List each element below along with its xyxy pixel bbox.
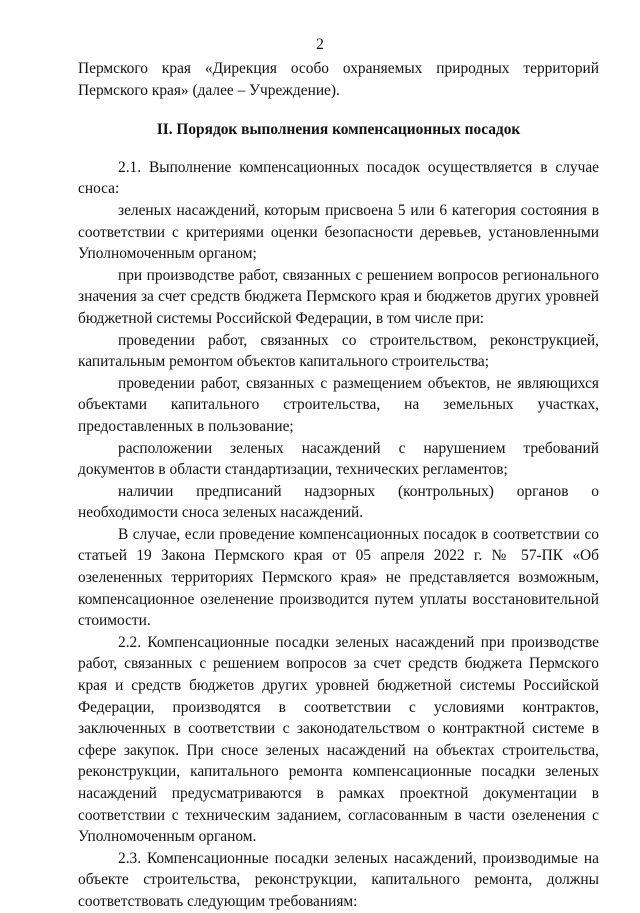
paragraph-restoration-cost: В случае, если проведение компенсационных посадок в соответствии со статьей 19 Закона Пермского края от 05 апреля 2022 г. № 57-ПК «Об озелененных территориях Пермского края» не представляется возможным, компенсационное озеленение производится путем уплаты восстановительной стоимости. [78, 525, 599, 630]
paragraph-2-1: 2.1. Выполнение компенсационных посадок осуществляется в случае сноса: [78, 158, 599, 198]
list-item: наличии предписаний надзорных (контрольных) органов о необходимости сноса зеленых насаждений. [78, 482, 599, 522]
list-item: при производстве работ, связанных с решением вопросов регионального значения за счет средств бюджета Пермского края и бюджетов других уровней бюджетной системы Российской Федерации, в том числе при: [78, 266, 599, 327]
section-heading: II. Порядок выполнения компенсационных посадок [156, 121, 521, 139]
page-number: 2 [316, 36, 324, 53]
intro-paragraph: Пермского края «Дирекция особо охраняемых природных территорий Пермского края» (далее – Учреждение). [78, 60, 599, 99]
document-body [78, 58, 599, 913]
paragraph-2-3: 2.3. Компенсационные посадки зеленых насаждений, производимые на объекте строительства, реконструкции, капитального ремонта, должны соответствовать следующим требованиям: [78, 849, 599, 910]
paragraph-2-2: 2.2. Компенсационные посадки зеленых насаждений при производстве работ, связанных с решением вопросов за счет средств бюджета Пермского края и средств бюджетов других уровней бюджетной системы Российской Федерации, производятся в соответствии с условиями контрактов, заключенных в соответствии с законодательством о контрактной системе в сфере закупок. При сносе зеленых насаждений на объектах строительства, реконструкции, капитального ремонта компенсационные посадки зеленых насаждений предусматриваются в рамках проектной документации в соответствии с техническим заданием, согласованным в части озеленения с Уполномоченным органом. [78, 633, 599, 846]
list-item: расположении зеленых насаждений с нарушением требований документов в области стандартизации, технических регламентов; [78, 439, 599, 479]
list-item: проведении работ, связанных со строительством, реконструкцией, капитальным ремонтом объектов капитального строительства; [78, 331, 599, 371]
list-item: проведении работ, связанных с размещением объектов, не являющихся объектами капитального строительства, на земельных участках, предоставленных в пользование; [78, 374, 599, 435]
list-item: зеленых насаждений, которым присвоена 5 или 6 категория состояния в соответствии с критериями оценки безопасности деревьев, установленными Уполномоченным органом; [78, 201, 599, 263]
